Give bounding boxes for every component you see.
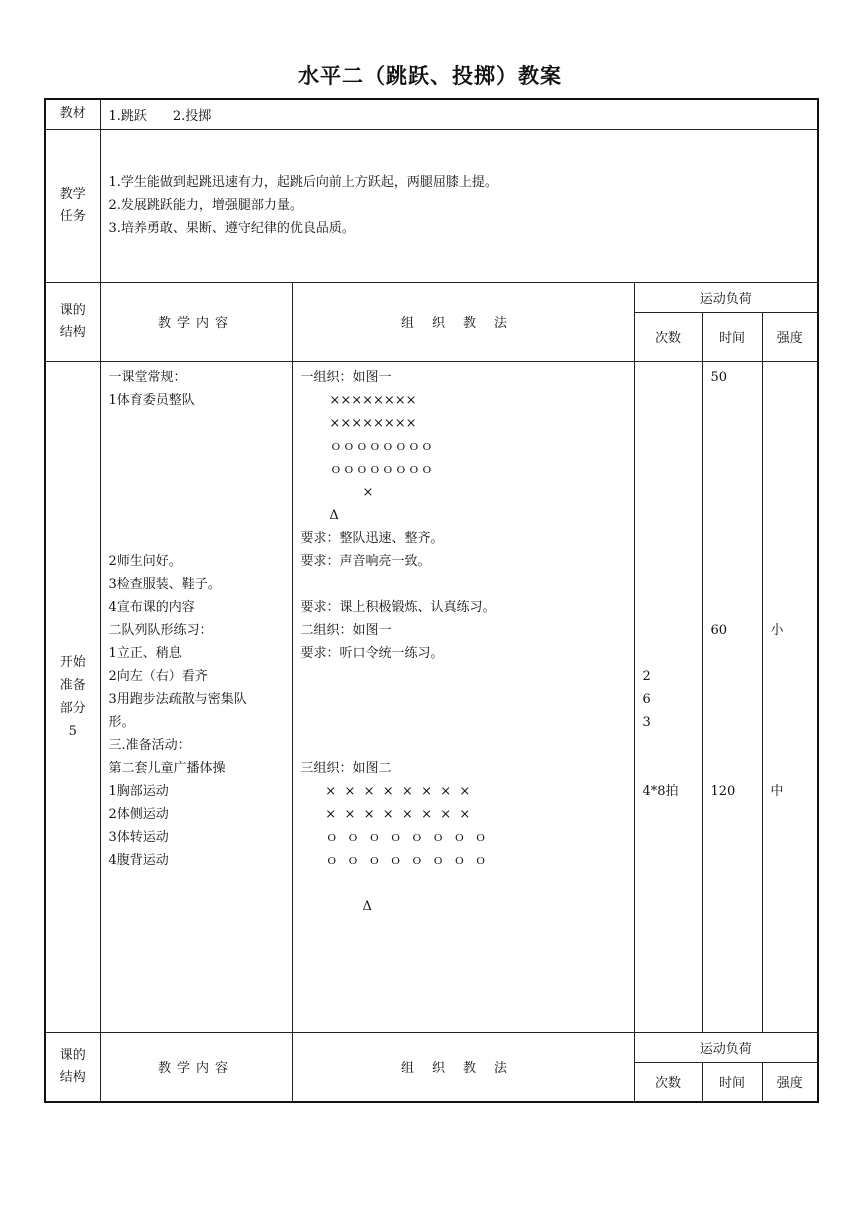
count-value: 6 bbox=[642, 691, 651, 707]
intensity-value bbox=[771, 550, 810, 573]
time-header: 时间 bbox=[702, 312, 762, 361]
count-header: 次数 bbox=[634, 312, 702, 361]
count-value bbox=[643, 619, 694, 642]
content-line: 4宣布课的内容 bbox=[108, 599, 195, 615]
intensity-header: 强度 bbox=[762, 312, 818, 361]
count-value bbox=[643, 573, 694, 596]
time-value bbox=[711, 412, 754, 435]
content-line: 3用跑步法疏散与密集队 bbox=[108, 691, 247, 707]
intensity-value bbox=[771, 757, 810, 780]
content-line: 第二套儿童广播体操 bbox=[108, 760, 226, 776]
intensity-value bbox=[771, 642, 810, 665]
content-line: 1胸部运动 bbox=[108, 783, 169, 799]
method-line bbox=[301, 872, 626, 895]
method-line: ×××××××× bbox=[300, 392, 417, 408]
time-header: 时间 bbox=[702, 1062, 762, 1102]
intensity-header: 强度 bbox=[762, 1062, 818, 1102]
time-value bbox=[711, 458, 754, 481]
material-label: 教材 bbox=[45, 99, 100, 129]
content-line: 二队列队形练习： bbox=[108, 622, 213, 638]
count-value bbox=[643, 642, 694, 665]
method-line: Δ bbox=[300, 507, 339, 523]
method-line: 二组织：如图一 bbox=[300, 622, 392, 638]
section-intensities bbox=[762, 361, 818, 1032]
section-content bbox=[100, 361, 292, 1032]
time-value bbox=[711, 573, 754, 596]
method-line bbox=[301, 711, 626, 734]
section-row bbox=[45, 361, 818, 1032]
time-value bbox=[711, 757, 754, 780]
time-value bbox=[711, 711, 754, 734]
method-line bbox=[301, 734, 626, 757]
header-row-repeat bbox=[45, 1032, 818, 1062]
time-value: 60 bbox=[710, 622, 728, 638]
count-value bbox=[643, 366, 694, 389]
intensity-value bbox=[771, 665, 810, 688]
header-row bbox=[45, 282, 818, 312]
content-line: 1立正、稍息 bbox=[108, 645, 182, 661]
load-header: 运动负荷 bbox=[634, 1032, 818, 1062]
method-line: 要求：课上积极锻炼、认真练习。 bbox=[300, 599, 496, 615]
lesson-plan-table bbox=[44, 98, 819, 1103]
time-value bbox=[711, 481, 754, 504]
count-value: 3 bbox=[642, 714, 651, 730]
content-header: 教学内容 bbox=[100, 282, 292, 361]
count-value bbox=[643, 757, 694, 780]
intensity-value bbox=[771, 435, 810, 458]
content-line bbox=[109, 412, 284, 435]
content-line: 3体转运动 bbox=[108, 829, 169, 845]
time-value bbox=[711, 642, 754, 665]
method-line: 要求：整队迅速、整齐。 bbox=[300, 530, 444, 546]
count-value bbox=[643, 481, 694, 504]
intensity-value bbox=[771, 711, 810, 734]
content-line bbox=[109, 527, 284, 550]
method-line: 三组织：如图二 bbox=[300, 760, 392, 776]
intensity-value: 中 bbox=[770, 783, 784, 799]
intensity-value bbox=[771, 458, 810, 481]
count-header: 次数 bbox=[634, 1062, 702, 1102]
intensity-value bbox=[771, 481, 810, 504]
content-line: 4腹背运动 bbox=[108, 852, 169, 868]
time-value bbox=[711, 688, 754, 711]
content-line: 2师生问好。 bbox=[108, 553, 182, 569]
intensity-value bbox=[771, 389, 810, 412]
tasks-content bbox=[100, 129, 818, 282]
method-line: ｏｏｏｏｏｏｏｏ bbox=[300, 438, 434, 454]
intensity-value bbox=[771, 573, 810, 596]
time-value bbox=[711, 596, 754, 619]
count-value bbox=[643, 504, 694, 527]
count-value bbox=[643, 389, 694, 412]
section-counts bbox=[634, 361, 702, 1032]
content-line: 3检查服装、鞋子。 bbox=[108, 576, 221, 592]
time-value bbox=[711, 550, 754, 573]
time-value: 120 bbox=[710, 783, 736, 799]
content-line bbox=[109, 435, 284, 458]
count-value bbox=[643, 527, 694, 550]
method-line bbox=[301, 665, 626, 688]
intensity-value bbox=[771, 734, 810, 757]
task-line: 1.学生能做到起跳迅速有力，起跳后向前上方跃起，两腿屈膝上提。 bbox=[108, 175, 498, 190]
material-row bbox=[45, 99, 818, 129]
tasks-label: 教学 任务 bbox=[45, 129, 100, 282]
load-header: 运动负荷 bbox=[634, 282, 818, 312]
count-value bbox=[643, 412, 694, 435]
content-line: 2向左（右）看齐 bbox=[108, 668, 208, 684]
content-line bbox=[109, 481, 284, 504]
section-method bbox=[292, 361, 634, 1032]
tasks-row bbox=[45, 129, 818, 282]
count-value bbox=[643, 734, 694, 757]
method-line: ｏｏｏｏｏｏｏｏ bbox=[300, 461, 434, 477]
method-line: Δ bbox=[300, 898, 372, 914]
structure-header: 课的 结构 bbox=[45, 282, 100, 361]
content-line bbox=[109, 458, 284, 481]
method-header: 组织教法 bbox=[292, 282, 634, 361]
intensity-value bbox=[771, 688, 810, 711]
content-line bbox=[109, 504, 284, 527]
time-value bbox=[711, 527, 754, 550]
task-line: 3.培养勇敢、果断、遵守纪律的优良品质。 bbox=[108, 221, 355, 236]
content-line: 2体侧运动 bbox=[108, 806, 169, 822]
content-header: 教学内容 bbox=[100, 1032, 292, 1102]
method-line bbox=[301, 688, 626, 711]
intensity-value bbox=[771, 504, 810, 527]
count-value bbox=[643, 550, 694, 573]
count-value bbox=[643, 596, 694, 619]
method-line: × × × × × × × × bbox=[300, 806, 471, 822]
task-line: 2.发展跳跃能力，增强腿部力量。 bbox=[108, 198, 303, 213]
material-items: 1.跳跃 2.投掷 bbox=[100, 99, 818, 129]
method-line: 一组织：如图一 bbox=[300, 369, 392, 385]
content-line: 形。 bbox=[108, 714, 135, 730]
method-line: ｏ ｏ ｏ ｏ ｏ ｏ ｏ ｏ bbox=[300, 852, 488, 868]
count-value bbox=[643, 435, 694, 458]
count-value: 2 bbox=[642, 668, 651, 684]
method-line bbox=[301, 573, 626, 596]
time-value: 50 bbox=[710, 369, 728, 385]
structure-header: 课的 结构 bbox=[45, 1032, 100, 1102]
intensity-value bbox=[771, 412, 810, 435]
method-line: 要求：听口令统一练习。 bbox=[300, 645, 444, 661]
count-value: 4*8拍 bbox=[642, 783, 679, 799]
intensity-value bbox=[771, 527, 810, 550]
section-times bbox=[702, 361, 762, 1032]
method-line: × bbox=[300, 484, 374, 500]
intensity-value bbox=[771, 366, 810, 389]
page-title: 水平二（跳跃、投掷）教案 bbox=[298, 64, 562, 88]
section-label: 开始 准备 部分 5 bbox=[45, 361, 100, 1032]
method-line: ｏ ｏ ｏ ｏ ｏ ｏ ｏ ｏ bbox=[300, 829, 488, 845]
time-value bbox=[711, 435, 754, 458]
method-line: ×××××××× bbox=[300, 415, 417, 431]
intensity-value bbox=[771, 596, 810, 619]
method-line: × × × × × × × × bbox=[300, 783, 471, 799]
content-line: 三.准备活动： bbox=[108, 737, 191, 753]
time-value bbox=[711, 389, 754, 412]
time-value bbox=[711, 734, 754, 757]
time-value bbox=[711, 665, 754, 688]
count-value bbox=[643, 458, 694, 481]
method-header: 组织教法 bbox=[292, 1032, 634, 1102]
intensity-value: 小 bbox=[770, 622, 784, 638]
method-line: 要求：声音响亮一致。 bbox=[300, 553, 431, 569]
content-line: 1体育委员整队 bbox=[108, 392, 195, 408]
time-value bbox=[711, 504, 754, 527]
content-line: 一课堂常规： bbox=[108, 369, 187, 385]
